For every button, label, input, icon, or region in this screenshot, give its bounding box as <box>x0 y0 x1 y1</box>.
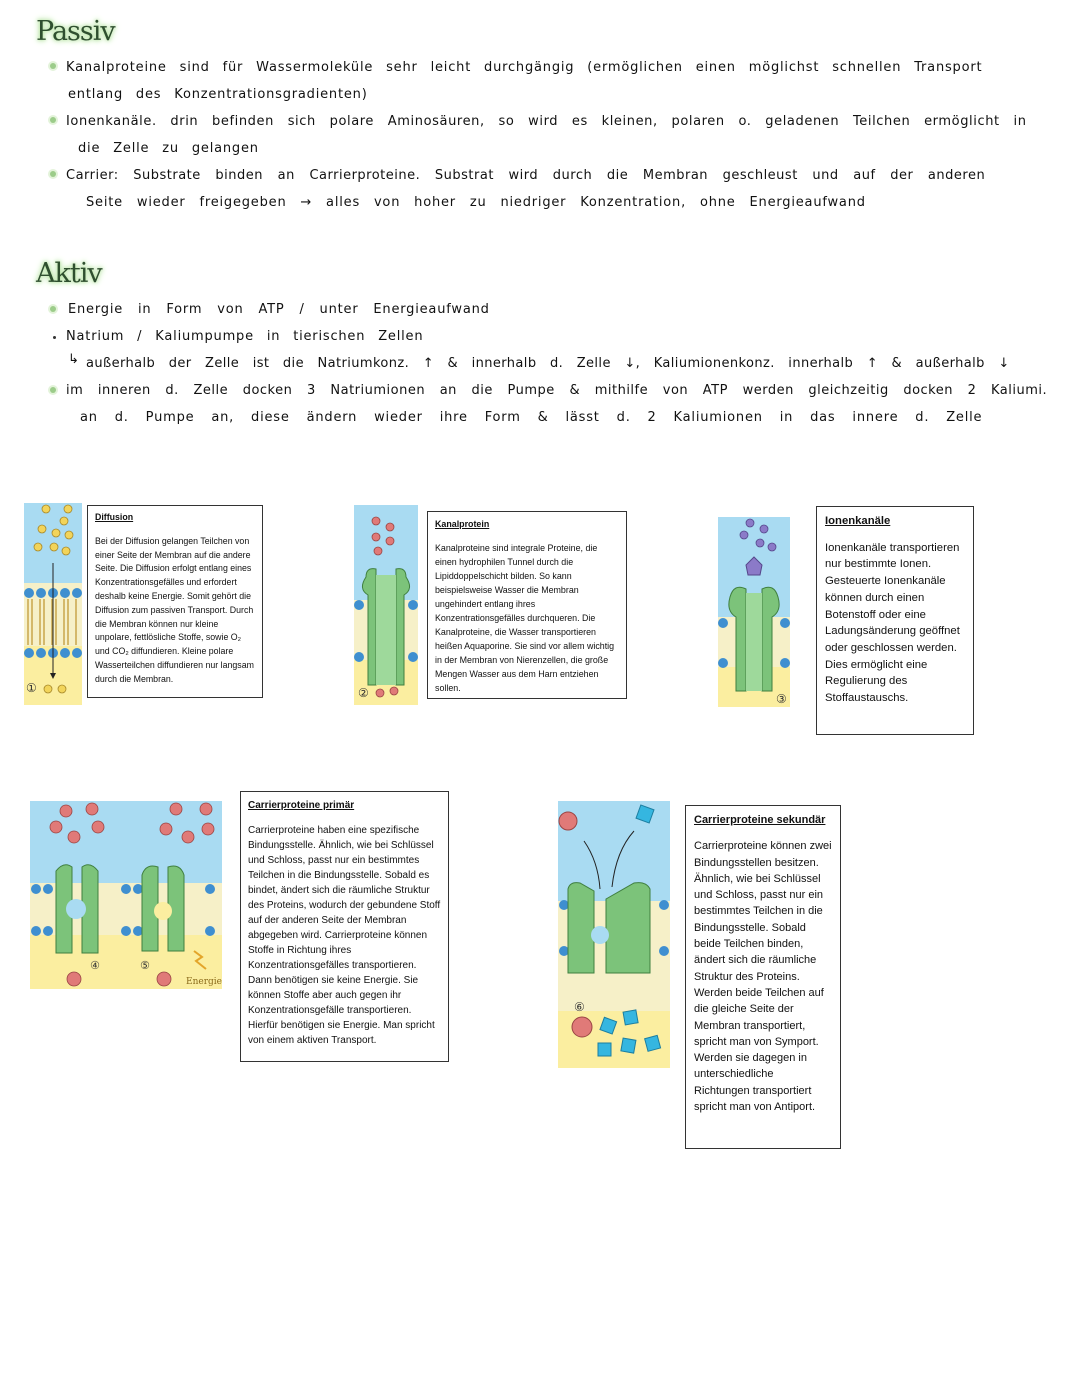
aktiv-line-2: Natrium / Kaliumpumpe in tierischen Zellen <box>66 329 424 344</box>
card-title: Carrierproteine sekundär <box>694 814 826 826</box>
bullet-dot <box>50 63 56 69</box>
passiv-line-2: entlang des Konzentrationsgradienten) <box>68 87 368 102</box>
figure-number-1: ① <box>26 681 37 695</box>
figure-number-4: ④ <box>90 959 100 972</box>
carrier-sekundaer-diagram <box>558 801 670 1068</box>
passiv-line-5: Carrier: Substrate binden an Carrierproteine. Substrat wird durch die Membran geschleust und auf der anderen <box>66 168 986 183</box>
energie-label: Energie <box>186 977 222 987</box>
aktiv-line-1: Energie in Form von ATP / unter Energieaufwand <box>68 302 490 317</box>
bullet-dot <box>50 117 56 123</box>
figure-number-6: ⑥ <box>574 1000 585 1014</box>
diffusion-diagram <box>24 503 82 705</box>
carrier-primaer-diagram <box>30 801 222 989</box>
card-text: Carrierproteine haben eine spezifische Bindungsstelle. Ähnlich, wie bei Schlüssel und Schloss, passt nur ein bestimmtes Teilchen in die Bindungsstelle. Sobald es bindet, ändert sich die räumliche Struktur des Proteins, wodurch der gebundene Stoff auf der anderen Seite der Membran abgegeben wird. Carrierproteine können Stoffe in Richtung ihres Konzentrationsgefälles transportieren. Dann benötigen sie keine Energie. Sie können Stoffe aber auch gegen ihr Konzentrationsgefälle transportieren. Hierfür benötigen sie Energie. Man spricht von einem aktiven Transport. <box>248 825 441 1046</box>
ionenkanaele-card <box>816 506 974 735</box>
figure-number-5: ⑤ <box>140 959 150 972</box>
card-title: Ionenkanäle <box>825 515 891 527</box>
aktiv-heading: Aktiv <box>36 258 102 289</box>
figure-number-3: ③ <box>776 692 787 706</box>
bullet-dot <box>50 387 56 393</box>
passiv-line-6: Seite wieder freigegeben → alles von hoher zu niedriger Konzentration, ohne Energieaufwand <box>86 195 866 210</box>
curved-arrow-icon: ↳ <box>68 352 79 367</box>
card-text: Bei der Diffusion gelangen Teilchen von einer Seite der Membran auf die andere Seite. Die Diffusion erfolgt entlang eines Konzentrationsgefälles und erfordert deshalb keine Energie. Somit gehört die Diffusion zum passiven Transport. Durch die Membran können nur kleine unpolare, fettlösliche Stoffe, sowie O₂ und CO₂ diffundieren. Kleine polare Wasserteilchen diffundieren nur langsam durch die Membran. <box>95 535 254 684</box>
card-title: Kanalprotein <box>435 519 490 529</box>
kanalprotein-card <box>427 511 627 699</box>
diffusion-card <box>87 505 263 698</box>
carrier-sekundaer-card <box>685 805 841 1149</box>
passiv-line-1: Kanalproteine sind für Wassermoleküle sehr leicht durchgängig (ermöglichen einen möglichst schnellen Transport <box>66 60 983 75</box>
bullet-dot <box>50 171 56 177</box>
carrier-primaer-card <box>240 791 449 1062</box>
bullet-small-dot <box>53 336 56 339</box>
passiv-heading: Passiv <box>36 16 115 47</box>
aktiv-line-3: außerhalb der Zelle ist die Natriumkonz. ↑ & innerhalb d. Zelle ↓, Kaliumionenkonz. innerhalb ↑ & außerhalb ↓ <box>86 356 1010 371</box>
figure-number-2: ② <box>358 686 369 700</box>
bullet-dot <box>50 306 56 312</box>
passiv-line-4: die Zelle zu gelangen <box>78 141 259 156</box>
ionenkanal-diagram <box>718 517 790 707</box>
aktiv-line-5: an d. Pumpe an, diese ändern wieder ihre Form & lässt d. 2 Kaliumionen in das innere d. Zelle <box>80 410 983 425</box>
card-text: Kanalproteine sind integrale Proteine, die einen hydrophilen Tunnel durch die Lipiddoppelschicht bilden. So kann beispielsweise Wasser die Membran ungehindert entlang ihres Konzentrationsgefälles durchqueren. Die Kanalproteine, die Wasser transportieren heißen Aquaporine. Sie sind vor allem wichtig in der Membran von Nierenzellen, die große Mengen Wasser aus dem Harn entziehen sollen. <box>435 543 615 693</box>
kanalprotein-diagram <box>354 505 418 705</box>
card-text: Ionenkanäle transportieren nur bestimmte Ionen. Gesteuerte Ionenkanäle können durch einen Botenstoff oder eine Ladungsänderung geöffnet oder geschlossen werden. Dies ermöglicht eine Regulierung des Stoffaustauschs. <box>825 541 960 705</box>
passiv-line-3: Ionenkanäle. drin befinden sich polare Aminosäuren, so wird es kleinen, polaren o. geladenen Teilchen ermöglicht in <box>66 114 1027 129</box>
aktiv-line-4: im inneren d. Zelle docken 3 Natriumionen an die Pumpe & mithilfe von ATP werden gleichzeitig docken 2 Kaliumi. <box>66 383 1048 398</box>
card-title: Carrierproteine primär <box>248 800 355 811</box>
card-title: Diffusion <box>95 512 134 522</box>
card-text: Carrierproteine können zwei Bindungsstellen besitzen. Ähnlich, wie bei Schlüssel und Schloss, passt nur ein bestimmtes Teilchen in die Bindungsstelle. Sobald beide Teilchen binden, ändert sich die räumliche Struktur des Proteins. Werden beide Teilchen auf die gleiche Seite der Membran transportiert, spricht man von Symport. Werden sie dagegen in unterschiedliche Richtungen transportiert spricht man von Antiport. <box>694 840 832 1114</box>
